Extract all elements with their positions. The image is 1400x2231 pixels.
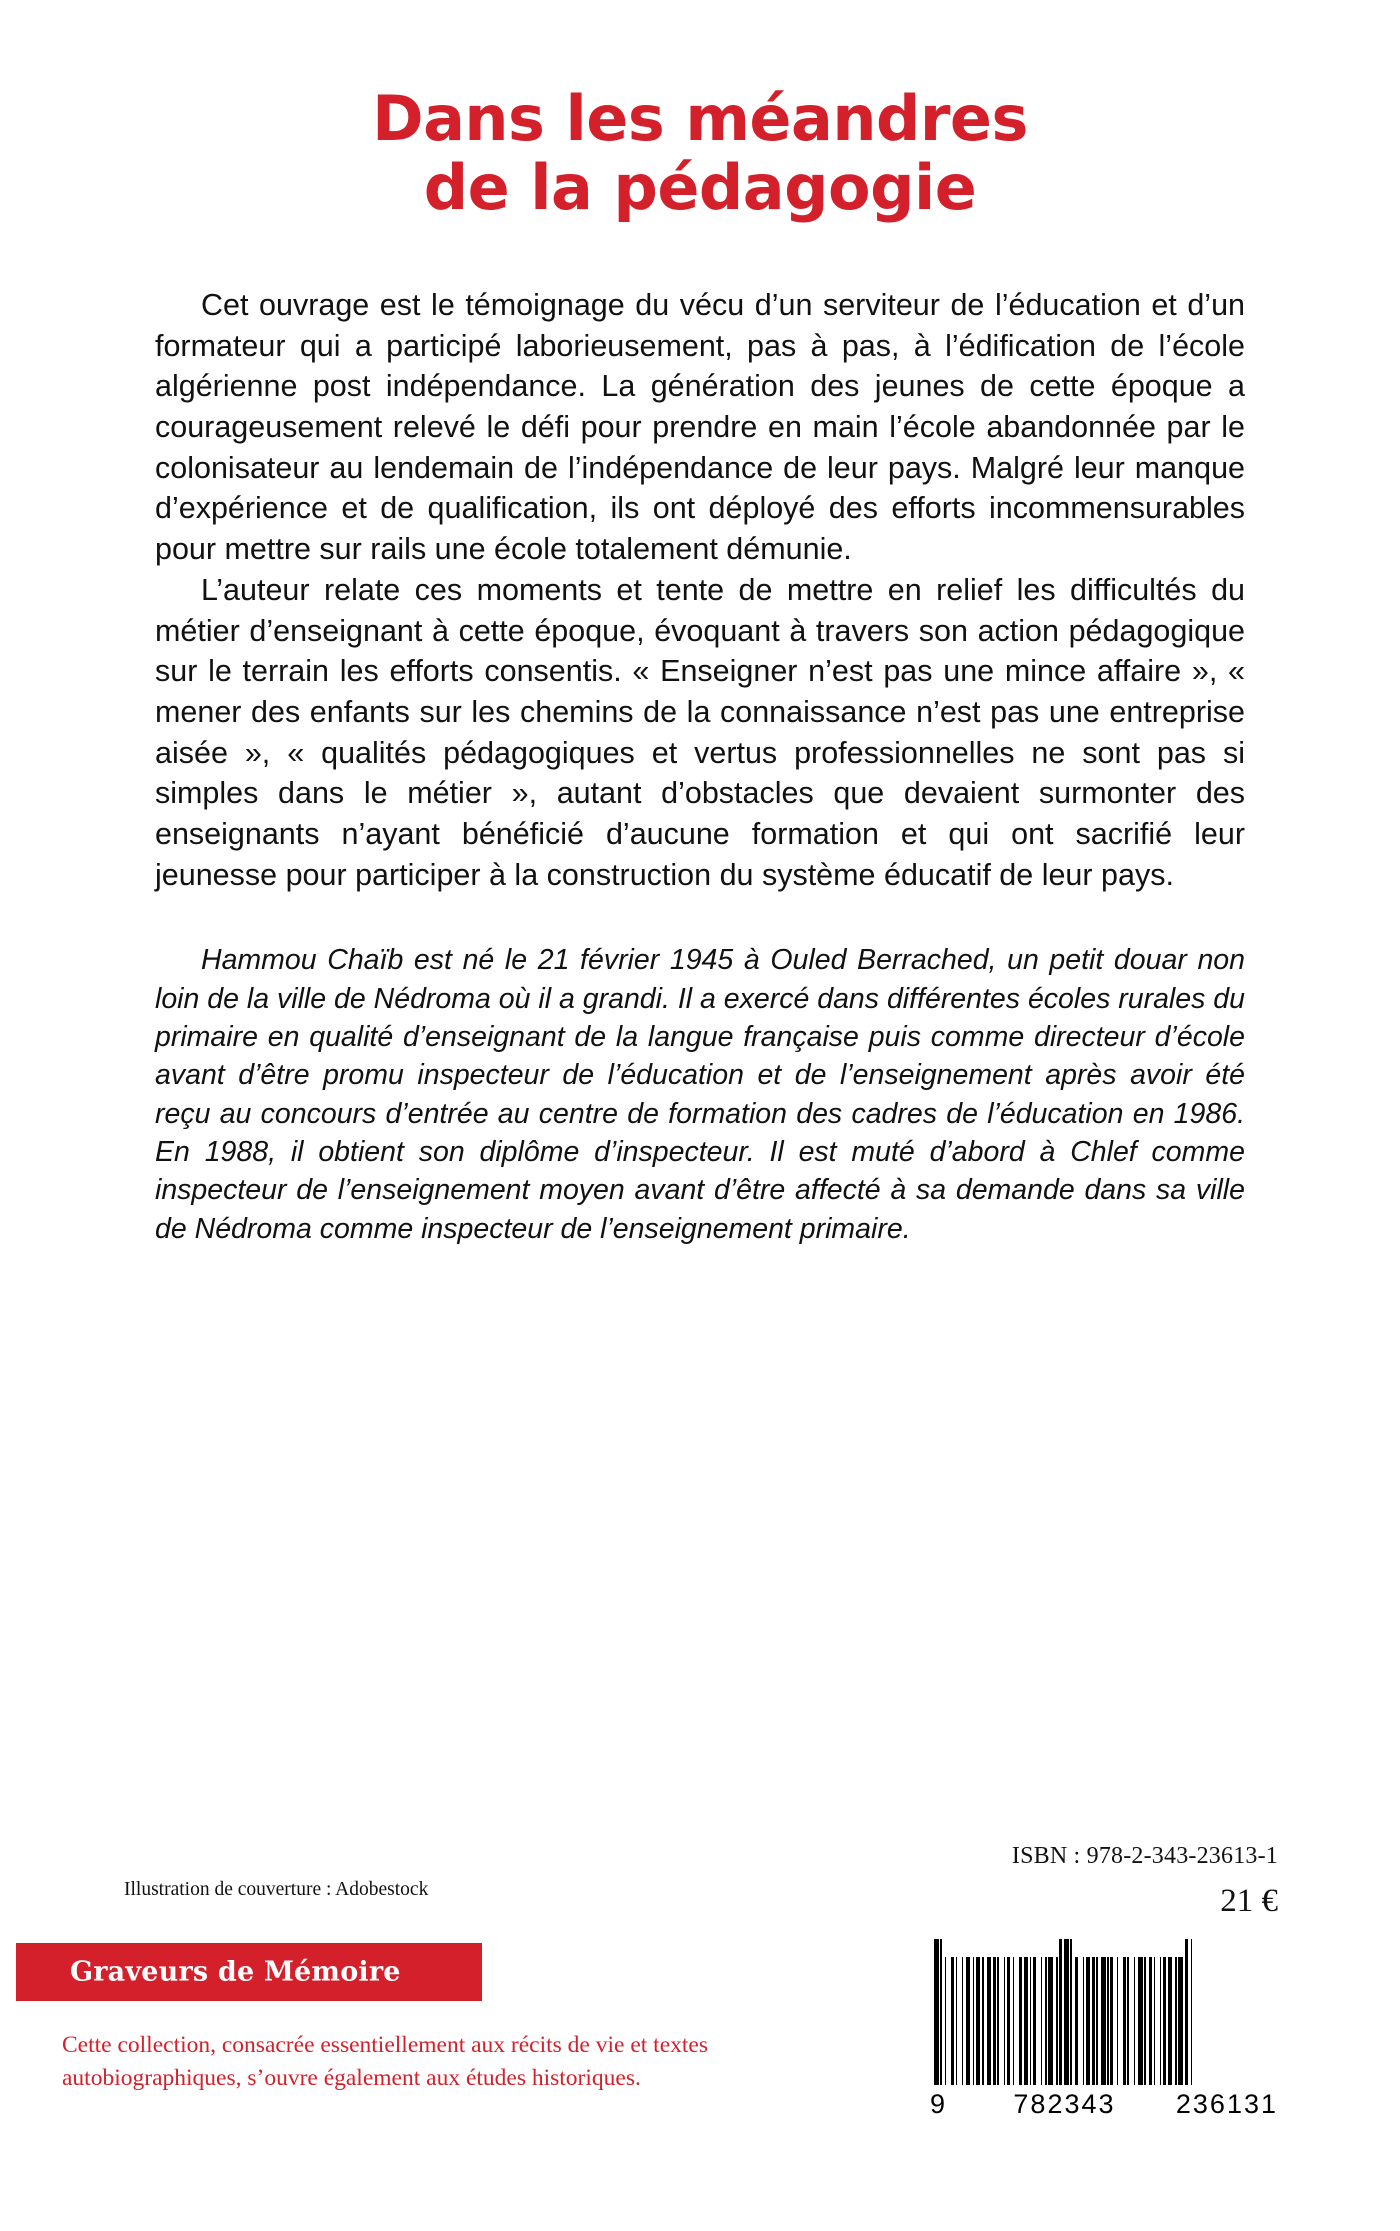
barcode-digits [930, 2085, 1280, 2120]
author-biography [155, 895, 1245, 1248]
isbn-text: ISBN : 978-2-343-23613-1 [1011, 1843, 1278, 1869]
barcode-bar [1192, 1957, 1194, 2085]
title-line-2: de la pédagogie [423, 151, 977, 225]
price-text: 21 € [1220, 1883, 1278, 1919]
blurb-paragraph-2: L’auteur relate ces moments et tente de mettre en relief les difficultés du métier d’enseignant à cette époque, évoquant à travers son action pédagogique sur le terrain les efforts consentis. « Enseigner n’est pas une mince affaire », « mener des enfants sur les chemins de la connaissance n’est pas une entreprise aisée », « qualités pédagogiques et vertus professionnelles ne sont pas si simples dans le métier », autant d’obstacles que devaient surmonter des enseignants n’ayant bénéficié d’aucune formation et qui ont sacrifié leur jeunesse pour participer à la construction du système éducatif de leur pays. [155, 572, 1245, 892]
blurb-text [155, 223, 1245, 896]
collection-badge [16, 1943, 482, 2001]
footer [0, 1821, 1400, 2231]
barcode-bars [934, 1939, 1280, 2085]
barcode [930, 1939, 1280, 2120]
author-biography-text: Hammou Chaïb est né le 21 février 1945 à Ouled Berrached, un petit douar non loin de la ville de Nédroma où il a grandi. Il a exercé dans différentes écoles rurales du primaire en qualité d’enseignant de la langue française puis comme directeur d’école avant d’être promu inspecteur de l’éducation et de l’enseignement après avoir été reçu au concours d’entrée au centre de formation des cadres de l’éducation en 1986. En 1988, il obtient son diplôme d’inspecteur. Il est muté d’abord à Chlef comme inspecteur de l’enseignement moyen avant d’être affecté à sa demande dans sa ville de Nédroma comme inspecteur de l’enseignement primaire. [155, 944, 1245, 1245]
barcode-digit-group-1: 782343 [1013, 2089, 1116, 2119]
barcode-digit-group-2: 236131 [1175, 2089, 1278, 2119]
collection-description: Cette collection, consacrée essentiellement aux récits de vie et textes autobiographiques, s’ouvre également aux études historiques. [62, 2032, 708, 2092]
cover-credit: Illustration de couverture : Adobestock [124, 1879, 429, 1900]
blurb-paragraph-1: Cet ouvrage est le témoignage du vécu d’un serviteur de l’éducation et d’un formateur qui a participé laborieusement, pas à pas, à l’édification de l’école algérienne post indépendance. La génération des jeunes de cette époque a courageusement relevé le défi pour prendre en main l’école abandonnée par le colonisateur au lendemain de l’indépendance de leur pays. Malgré leur manque d’expérience et de qualification, ils ont déployé des efforts incommensurables pour mettre sur rails une école totalement démunie. [155, 287, 1245, 567]
page-title [0, 0, 1400, 223]
title-line-1: Dans les méandres [372, 82, 1028, 155]
barcode-digit-left: 9 [930, 2089, 948, 2119]
collection-name: Graveurs de Mémoire [70, 1956, 401, 1988]
